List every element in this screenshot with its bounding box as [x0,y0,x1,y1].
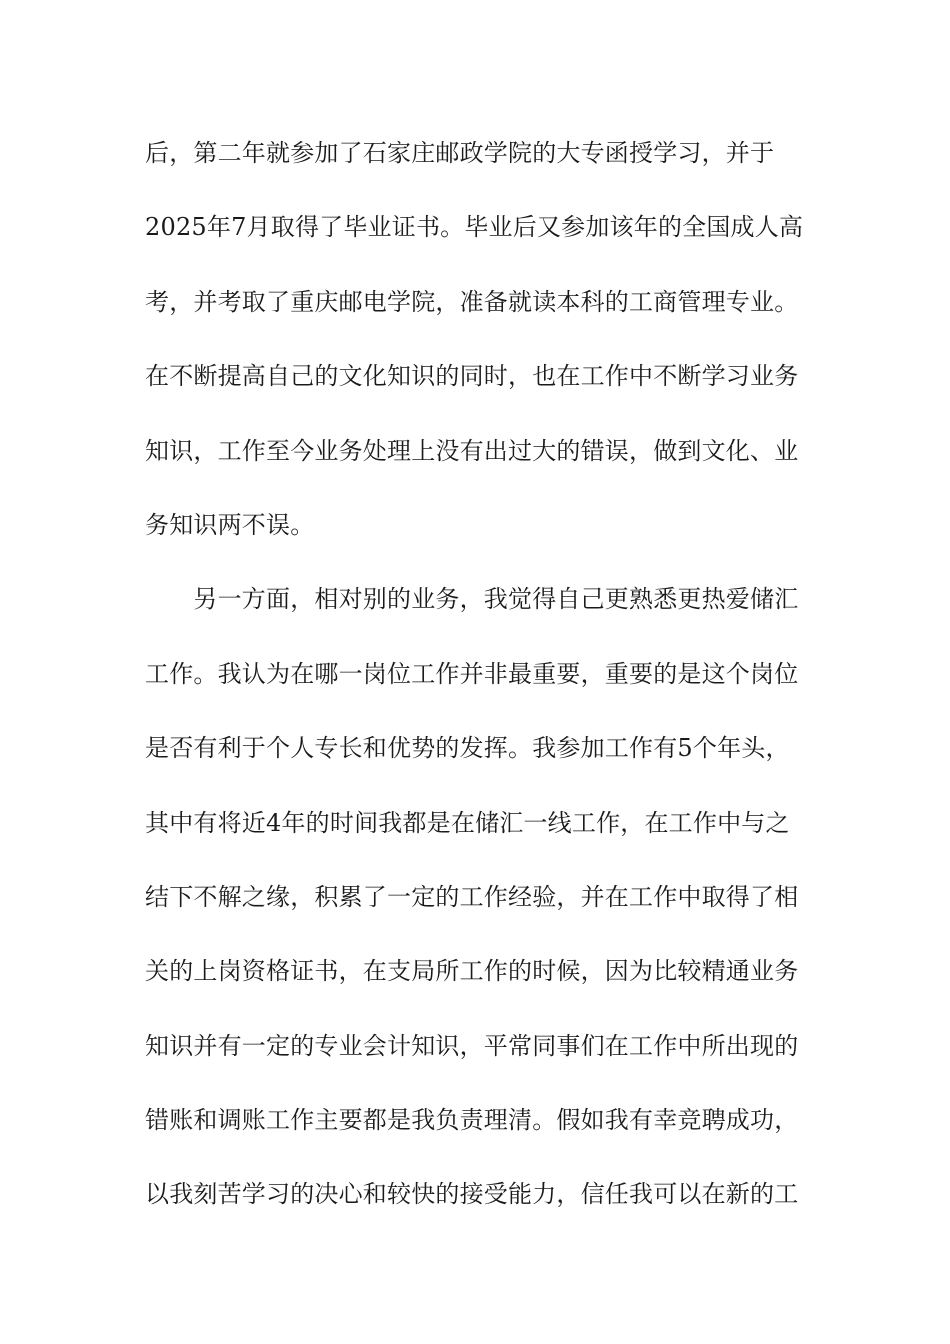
text-line: 知识并有一定的专业会计知识，平常同事们在工作中所出现的 [145,1031,799,1060]
text-line: 工作。我认为在哪一岗位工作并非最重要，重要的是这个岗位 [145,659,799,688]
text-line: 其中有将近4年的时间我都是在储汇一线工作，在工作中与之 [145,808,790,837]
text-line: 在不断提高自己的文化知识的同时，也在工作中不断学习业务 [145,362,799,391]
text-line: 错账和调账工作主要都是我负责理清。假如我有幸竞聘成功， [145,1106,799,1135]
text-line: 务知识两不误。 [145,510,315,539]
text-line: 2025年7月取得了毕业证书。毕业后又参加该年的全国成人高 [145,213,804,242]
body-text [145,132,810,1248]
text-line: 后，第二年就参加了石家庄邮政学院的大专函授学习，并于 [145,139,775,167]
text-line: 以我刻苦学习的决心和较快的接受能力，信任我可以在新的工 [145,1180,799,1209]
text-line: 考，并考取了重庆邮电学院，准备就读本科的工商管理专业。 [145,287,799,316]
text-line: 是否有利于个人专长和优势的发挥。我参加工作有5个年头， [145,734,790,763]
text-line: 结下不解之缘，积累了一定的工作经验，并在工作中取得了相 [145,882,799,911]
text-line: 知识，工作至今业务处理上没有出过大的错误，做到文化、业 [145,436,799,465]
text-line: 另一方面，相对别的业务，我觉得自己更熟悉更热爱储汇 [145,585,799,614]
text-line: 关的上岗资格证书，在支局所工作的时候，因为比较精通业务 [145,957,799,986]
